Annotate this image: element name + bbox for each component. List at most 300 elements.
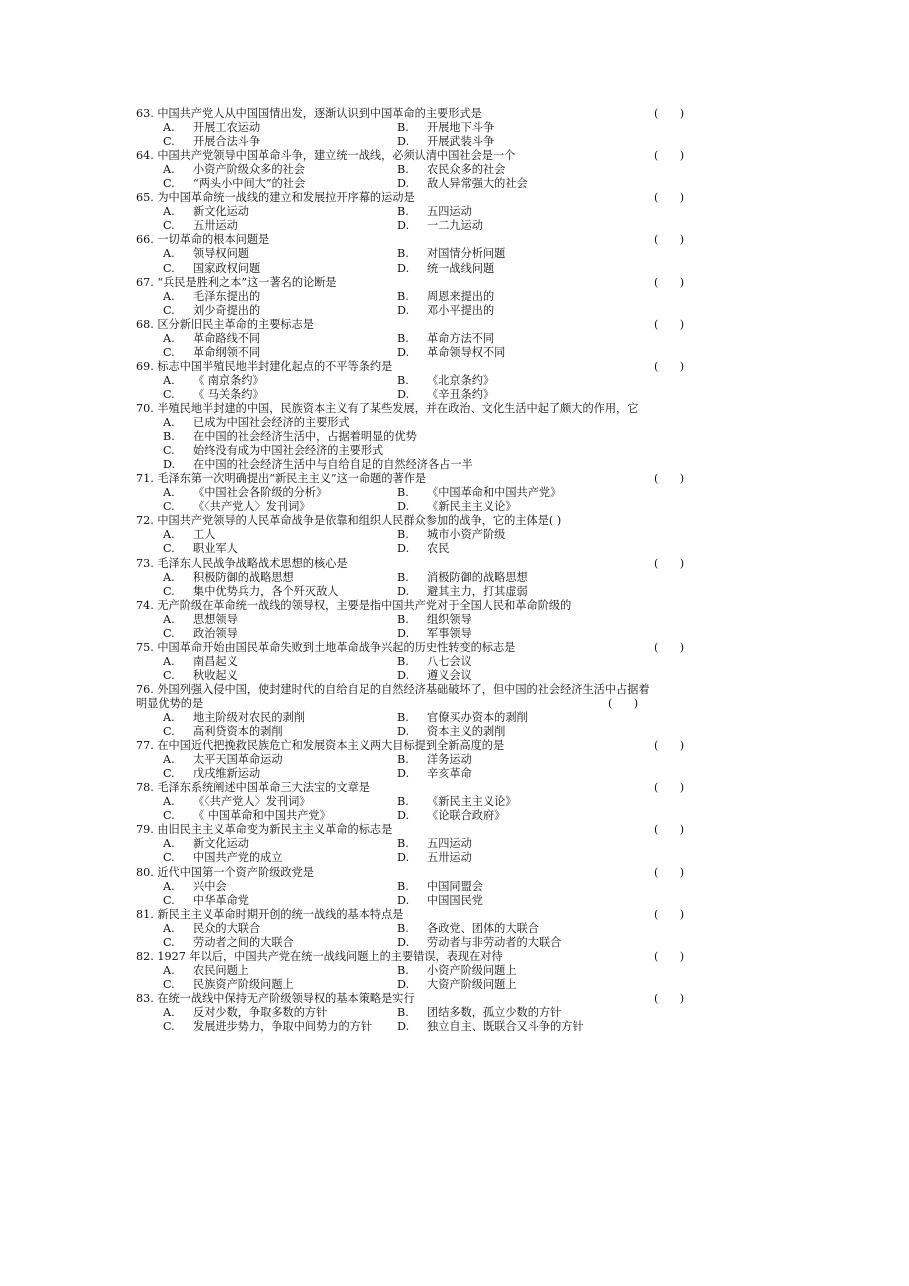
question-item (0, 908, 909, 950)
option-d (397, 585, 528, 599)
question-stem: 中国革命开始由国民革命失败到土地革命战争兴起的历史性转变的标志是 (157, 640, 516, 654)
option-text: 在中国的社会经济生活中，占据着明显的优势 (193, 430, 417, 444)
option-row (0, 627, 909, 641)
option-text: 农民 (427, 542, 450, 556)
option-c (163, 177, 305, 191)
option-label: C. (163, 177, 175, 191)
option-text: 新文化运动 (193, 837, 249, 851)
option-label: D. (397, 1020, 410, 1034)
option-label: D. (397, 387, 410, 401)
question-item (0, 318, 909, 360)
option-label: C. (163, 851, 175, 865)
option-label: A. (163, 289, 175, 303)
option-row (0, 177, 909, 191)
option-row (0, 936, 909, 950)
option-b (397, 332, 494, 346)
question-stem-line (0, 908, 909, 922)
question-stem-line (0, 641, 909, 655)
option-d (397, 767, 472, 781)
option-row (0, 655, 909, 669)
question-stem: 为中国革命统一战线的建立和发展拉开序幕的运动是 (157, 191, 415, 205)
option-label: D. (397, 725, 410, 739)
option-text: 南昌起义 (193, 654, 238, 668)
question-number: 79. (136, 823, 154, 837)
question-sheet (0, 107, 909, 1034)
question-stem-continued (0, 697, 909, 711)
option-label: D. (397, 584, 410, 598)
question-stem: 由旧民主主义革命变为新民主主义革命的标志是 (157, 823, 393, 837)
option-text: 农民问题上 (193, 963, 249, 977)
question-number: 74. (136, 598, 154, 612)
option-row (0, 444, 909, 458)
option-text: 革命领导权不同 (427, 345, 506, 359)
option-text: 资本主义的剥削 (427, 725, 506, 739)
option-label: D. (397, 345, 410, 359)
option-label: B. (397, 654, 409, 668)
question-stem: 在统一战线中保持无产阶级领导权的基本策略是实行 (157, 991, 415, 1005)
option-text: 八七会议 (427, 654, 472, 668)
option-label: C. (163, 668, 175, 682)
option-b (397, 374, 494, 388)
answer-blank: ( ) (654, 359, 685, 373)
option-text: 开展武装斗争 (427, 135, 495, 149)
option-label: B. (397, 247, 409, 261)
option-row (0, 795, 909, 809)
option-c (163, 627, 238, 641)
option-text: 《北京条约》 (427, 373, 495, 387)
option-text: 对国情分析问题 (427, 247, 506, 261)
question-stem: 新民主主义革命时期开创的统一战线的基本特点是 (157, 907, 404, 921)
option-text: 始终没有成为中国社会经济的主要形式 (193, 444, 384, 458)
option-b (163, 430, 417, 444)
option-text: 民众的大联合 (193, 921, 261, 935)
option-row (0, 135, 909, 149)
option-label: A. (163, 879, 175, 893)
question-number: 78. (136, 781, 154, 795)
option-a (163, 163, 305, 177)
option-label: A. (163, 753, 175, 767)
option-text: 反对少数，争取多数的方针 (193, 1006, 328, 1019)
option-text: 五四运动 (427, 837, 472, 851)
option-text: 《 中国革命和中国共产党》 (193, 809, 331, 823)
option-c (163, 767, 260, 781)
option-b (397, 205, 472, 219)
option-a (163, 1006, 327, 1020)
option-a (163, 711, 305, 725)
option-label: C. (163, 725, 175, 739)
option-d (397, 809, 505, 823)
option-b (397, 753, 472, 767)
option-label: A. (163, 711, 175, 725)
option-d (397, 978, 517, 992)
option-text: 集中优势兵力，各个歼灭敌人 (193, 584, 339, 598)
option-a (163, 964, 249, 978)
option-row (0, 374, 909, 388)
option-label: D. (397, 626, 410, 640)
question-number: 69. (136, 359, 154, 373)
option-text: 周恩来提出的 (427, 289, 495, 303)
option-label: A. (163, 528, 175, 542)
option-c (163, 388, 264, 402)
question-stem: 毛泽东人民战争战略战术思想的核心是 (157, 556, 348, 570)
option-row (0, 711, 909, 725)
question-stem: 标志中国半殖民地半封建化起点的不平等条约是 (157, 359, 393, 373)
option-row (0, 388, 909, 402)
option-c (163, 851, 283, 865)
option-text: 发展进步势力，争取中间势力的方针 (193, 1020, 373, 1034)
option-d (397, 177, 528, 191)
option-text: 在中国的社会经济生活中与自给自足的自然经济各占一半 (193, 458, 473, 472)
question-number: 82. (136, 949, 154, 963)
option-label: A. (163, 331, 175, 345)
option-label: D. (397, 303, 410, 317)
option-label: D. (163, 458, 176, 472)
option-text: 军事领导 (427, 626, 472, 640)
question-stem-line (0, 402, 909, 416)
question-number: 76. (136, 682, 154, 696)
option-row (0, 304, 909, 318)
option-row (0, 430, 909, 444)
option-label: B. (397, 1006, 409, 1019)
answer-blank: ( ) (654, 991, 685, 1005)
question-item (0, 823, 909, 865)
option-row (0, 205, 909, 219)
question-stem: 半殖民地半封建的中国，民族资本主义有了某些发展，并在政治、文化生活中起了颇大的作用，它 (157, 401, 639, 415)
question-item (0, 739, 909, 781)
option-label: C. (163, 219, 175, 233)
option-b (397, 837, 472, 851)
question-stem-line (0, 107, 909, 121)
option-label: A. (163, 1006, 175, 1019)
option-text: 开展工农运动 (193, 121, 261, 135)
question-item (0, 402, 909, 472)
answer-blank: ( ) (654, 233, 685, 247)
option-text: 《新民主主义论》 (427, 795, 517, 809)
answer-blank: ( ) (654, 275, 685, 289)
option-row (0, 528, 909, 542)
option-row (0, 500, 909, 514)
question-stem-line (0, 233, 909, 247)
option-row (0, 837, 909, 851)
option-text: 农民众多的社会 (427, 163, 506, 177)
option-text: 五卅运动 (427, 851, 472, 865)
option-row (0, 1006, 909, 1020)
option-text: 各政党、团体的大联合 (427, 921, 539, 935)
option-b (397, 121, 494, 135)
option-label: D. (397, 977, 410, 991)
option-label: C. (163, 135, 175, 149)
option-label: A. (163, 837, 175, 851)
option-label: D. (397, 935, 410, 949)
option-text: 革命路线不同 (193, 331, 261, 345)
question-stem-line (0, 360, 909, 374)
option-text: 新文化运动 (193, 205, 249, 219)
option-label: D. (397, 809, 410, 823)
option-label: A. (163, 612, 175, 626)
question-stem: 中国共产党领导的人民革命战争是依靠和组织人民群众参加的战争，它的主体是( ) (157, 514, 562, 528)
answer-blank: ( ) (654, 640, 685, 654)
option-label: D. (397, 135, 410, 149)
answer-blank: ( ) (654, 907, 685, 921)
question-item (0, 599, 909, 641)
option-label: C. (163, 809, 175, 823)
option-text: 职业军人 (193, 542, 238, 556)
option-text: 《中国社会各阶级的分析》 (193, 486, 328, 500)
option-text: 遵义会议 (427, 668, 472, 682)
option-text: 革命方法不同 (427, 331, 495, 345)
question-stem: 无产阶级在革命统一战线的领导权，主要是指中国共产党对于全国人民和革命阶级的 (157, 598, 572, 612)
question-stem: 毛泽东第一次明确提出“新民主主义”这一命题的著作是 (157, 472, 427, 486)
option-a (163, 205, 249, 219)
option-c (163, 669, 238, 683)
option-a (163, 121, 260, 135)
option-row (0, 669, 909, 683)
question-stem: 区分新旧民主革命的主要标志是 (157, 317, 314, 331)
question-stem-line (0, 599, 909, 613)
option-text: 大资产阶级问题上 (427, 977, 517, 991)
option-text: 工人 (193, 528, 216, 542)
question-stem-line (0, 514, 909, 528)
question-item (0, 781, 909, 823)
question-number: 81. (136, 907, 154, 921)
option-text: 城市小资产阶级 (427, 528, 506, 542)
answer-blank: ( ) (654, 191, 685, 205)
option-label: B. (397, 528, 409, 542)
option-d (397, 725, 505, 739)
option-a (163, 880, 227, 894)
option-text: 消极防御的战略思想 (427, 570, 528, 584)
option-text: 《中国革命和中国共产党》 (427, 486, 562, 500)
question-stem-line (0, 276, 909, 290)
question-stem: 1927 年以后，中国共产党在统一战线问题上的主要错误，表现在对待 (157, 949, 503, 963)
question-stem-line (0, 472, 909, 486)
option-label: B. (397, 163, 409, 177)
question-stem-line (0, 739, 909, 753)
answer-blank: ( ) (654, 556, 685, 570)
option-row (0, 346, 909, 360)
option-text: 秋收起义 (193, 668, 238, 682)
option-text: 积极防御的战略思想 (193, 570, 294, 584)
option-label: D. (397, 177, 410, 191)
question-stem-line (0, 318, 909, 332)
option-d (397, 627, 472, 641)
option-label: C. (163, 444, 175, 458)
option-row (0, 894, 909, 908)
option-row (0, 978, 909, 992)
option-text: 政治领导 (193, 626, 238, 640)
option-row (0, 767, 909, 781)
option-text: “两头小中间大”的社会 (193, 177, 306, 191)
option-text: 太平天国革命运动 (193, 753, 283, 767)
option-row (0, 416, 909, 430)
option-text: 中华革命党 (193, 893, 249, 907)
question-item (0, 276, 909, 318)
option-label: A. (163, 205, 175, 219)
option-c (163, 809, 331, 823)
option-a (163, 528, 215, 542)
option-label: C. (163, 1020, 175, 1034)
option-label: B. (397, 205, 409, 219)
option-d (397, 388, 494, 402)
option-row (0, 332, 909, 346)
option-row (0, 262, 909, 276)
question-number: 75. (136, 640, 154, 654)
option-row (0, 964, 909, 978)
option-a (163, 795, 310, 809)
option-b (397, 1006, 561, 1020)
option-d (163, 458, 473, 472)
question-stem: 中国共产党人从中国国情出发，逐渐认识到中国革命的主要形式是 (157, 107, 482, 120)
option-label: C. (163, 500, 175, 514)
option-text: 开展地下斗争 (427, 121, 495, 135)
option-label: C. (163, 584, 175, 598)
option-label: D. (397, 767, 410, 781)
option-c (163, 262, 260, 276)
option-c (163, 978, 294, 992)
option-b (397, 290, 494, 304)
question-stem: 一切革命的根本问题是 (157, 233, 270, 247)
option-text: 开展合法斗争 (193, 135, 261, 149)
question-stem-line (0, 866, 909, 880)
option-b (397, 247, 505, 261)
option-label: B. (397, 921, 409, 935)
option-text: 思想领导 (193, 612, 238, 626)
option-row (0, 247, 909, 261)
option-text: 统一战线问题 (427, 261, 495, 275)
option-b (397, 486, 561, 500)
option-b (397, 964, 517, 978)
option-a (163, 374, 264, 388)
option-a (163, 655, 238, 669)
option-label: B. (397, 331, 409, 345)
option-d (397, 346, 505, 360)
question-stem-line (0, 191, 909, 205)
option-a (163, 613, 238, 627)
option-d (397, 894, 483, 908)
option-label: A. (163, 486, 175, 500)
option-row (0, 1020, 909, 1034)
option-label: C. (163, 893, 175, 907)
question-stem-line (0, 781, 909, 795)
option-label: B. (397, 837, 409, 851)
option-row (0, 163, 909, 177)
option-c (163, 542, 238, 556)
option-label: D. (397, 851, 410, 865)
question-item (0, 149, 909, 191)
option-label: A. (163, 121, 175, 135)
option-a (163, 332, 260, 346)
option-row (0, 458, 909, 472)
option-label: D. (397, 261, 410, 275)
option-label: C. (163, 261, 175, 275)
option-label: A. (163, 416, 175, 430)
option-text: 邓小平提出的 (427, 303, 495, 317)
option-text: 团结多数，孤立少数的方针 (427, 1006, 562, 1019)
question-stem-2: 明显优势的是 (136, 696, 204, 710)
option-label: C. (163, 977, 175, 991)
option-c (163, 135, 260, 149)
option-label: B. (397, 289, 409, 303)
option-b (397, 880, 483, 894)
question-number: 83. (136, 991, 154, 1005)
question-stem: 外国列强入侵中国，使封建时代的自给自足的自然经济基础破坏了，但中国的社会经济生活中占据着 (157, 682, 650, 696)
option-label: C. (163, 387, 175, 401)
option-text: 中国共产党的成立 (193, 851, 283, 865)
option-text: 领导权问题 (193, 247, 249, 261)
option-label: B. (397, 121, 409, 135)
option-label: A. (163, 921, 175, 935)
option-a (163, 571, 294, 585)
option-label: A. (163, 654, 175, 668)
option-text: 革命纲领不同 (193, 345, 261, 359)
question-number: 77. (136, 739, 154, 753)
option-b (397, 571, 528, 585)
question-number: 65. (136, 191, 154, 205)
option-label: B. (397, 879, 409, 893)
question-stem-line (0, 992, 909, 1006)
question-item (0, 641, 909, 683)
option-label: B. (397, 963, 409, 977)
option-row (0, 219, 909, 233)
question-stem: “兵民是胜利之本”这一著名的论断是 (157, 275, 337, 289)
option-text: 五卅运动 (193, 219, 238, 233)
option-text: 官僚买办资本的剥削 (427, 711, 528, 725)
option-text: 中国同盟会 (427, 879, 483, 893)
option-a (163, 753, 283, 767)
option-label: D. (397, 542, 410, 556)
option-d (397, 669, 472, 683)
option-text: 小资产阶级问题上 (427, 963, 517, 977)
option-d (397, 262, 494, 276)
question-number: 64. (136, 149, 154, 163)
answer-blank: ( ) (654, 107, 685, 120)
answer-blank: ( ) (608, 696, 639, 710)
answer-blank: ( ) (654, 317, 685, 331)
option-row (0, 486, 909, 500)
question-number: 66. (136, 233, 154, 247)
option-label: B. (397, 753, 409, 767)
option-text: 劳动者与非劳动者的大联合 (427, 935, 562, 949)
question-item (0, 950, 909, 992)
option-text: 《 马关条约》 (193, 387, 264, 401)
option-d (397, 542, 449, 556)
answer-blank: ( ) (654, 149, 685, 163)
option-a (163, 290, 260, 304)
option-text: 毛泽东提出的 (193, 289, 261, 303)
option-label: B. (163, 430, 175, 444)
option-b (397, 922, 539, 936)
answer-blank: ( ) (654, 739, 685, 753)
option-text: 《辛丑条约》 (427, 387, 495, 401)
option-text: 小资产阶级众多的社会 (193, 163, 305, 177)
option-label: D. (397, 500, 410, 514)
option-b (397, 163, 505, 177)
option-row (0, 121, 909, 135)
question-item (0, 683, 909, 739)
option-row (0, 613, 909, 627)
question-item (0, 992, 909, 1034)
option-label: C. (163, 345, 175, 359)
question-number: 67. (136, 275, 154, 289)
option-d (397, 135, 494, 149)
option-c (163, 725, 283, 739)
option-label: C. (163, 303, 175, 317)
question-stem-line (0, 557, 909, 571)
option-b (397, 528, 505, 542)
option-label: A. (163, 963, 175, 977)
option-c (163, 304, 260, 318)
option-label: B. (397, 612, 409, 626)
